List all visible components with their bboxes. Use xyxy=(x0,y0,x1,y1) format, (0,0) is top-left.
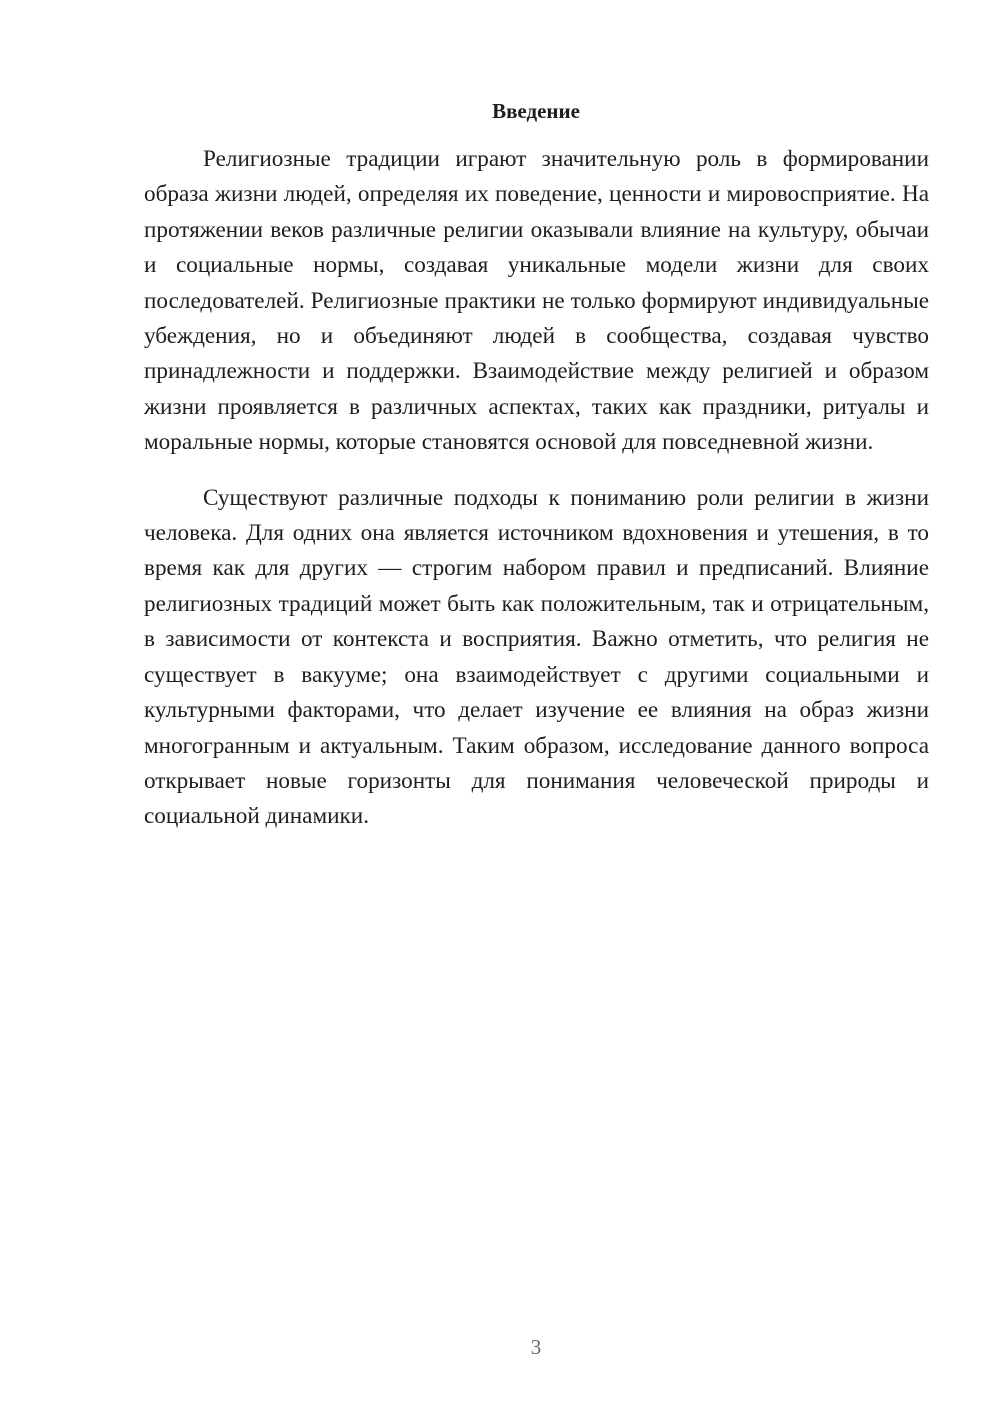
paragraph-1: Религиозные традиции играют значительную роль в формировании образа жизни людей, определяя их поведение, ценности и мировосприятие. На протяжении веков различные религии оказывали влияние на культуру, обычаи и социальные нормы, создавая уникальные модели жизни для своих последователей. Религиозные практики не только формируют индивидуальные убеждения, но и объединяют людей в сообщества, создавая чувство принадлежности и поддержки. Взаимодействие между религией и образом жизни проявляется в различных аспектах, таких как праздники, ритуалы и моральные нормы, которые становятся основой для повседневной жизни. xyxy=(144,146,929,456)
page-number: 3 xyxy=(530,1335,542,1359)
section-heading: Введение xyxy=(492,99,580,123)
body-text xyxy=(144,142,929,835)
paragraph-2: Существуют различные подходы к пониманию роли религии в жизни человека. Для одних она является источником вдохновения и утешения, в то время как для других — строгим набором правил и предписаний. Влияние религиозных традиций может быть как положительным, так и отрицательным, в зависимости от контекста и восприятия. Важно отметить, что религия не существует в вакууме; она взаимодействует с другими социальными и культурными факторами, что делает изучение ее влияния на образ жизни многогранным и актуальным. Таким образом, исследование данного вопроса открывает новые горизонты для понимания человеческой природы и социальной динамики. xyxy=(144,484,929,830)
